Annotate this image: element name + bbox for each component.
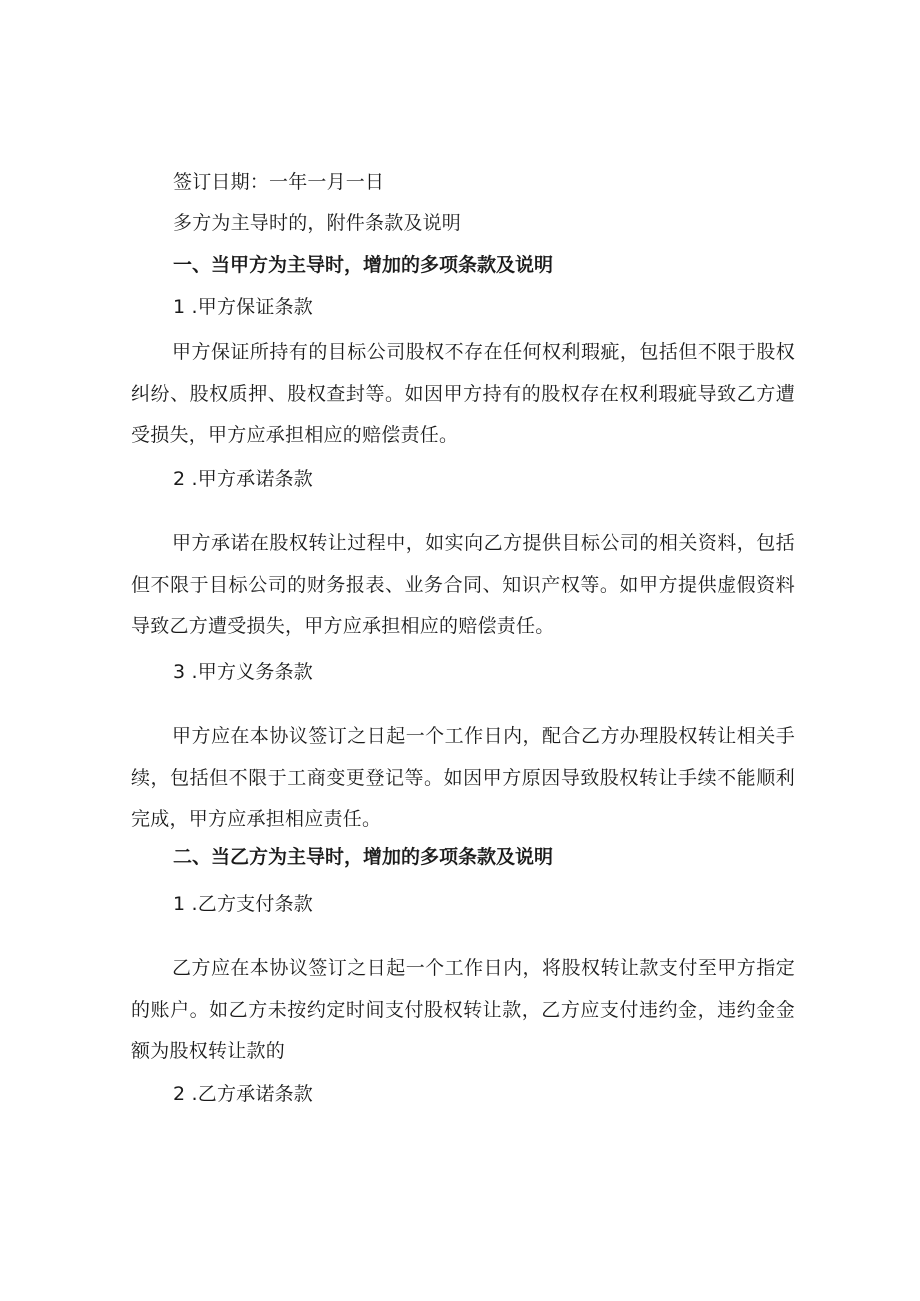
section2-item1-title: 1 .乙方支付条款 <box>173 893 313 915</box>
section2-item1-body: 乙方应在本协议签订之日起一个工作日内，将股权转让款支付至甲方指定的账户。如乙方未按约定时间支付股权转让款，乙方应支付违约金，违约金金额为股权转让款的 <box>131 957 795 1062</box>
section2-item2-title: 2 .乙方承诺条款 <box>173 1083 313 1105</box>
section1-item3-title: 3 .甲方义务条款 <box>173 661 313 683</box>
sign-date: 签订日期：一年一月一日 <box>173 171 385 193</box>
section1-item2-body: 甲方承诺在股权转让过程中，如实向乙方提供目标公司的相关资料，包括但不限于目标公司的财务报表、业务合同、知识产权等。如甲方提供虚假资料导致乙方遭受损失，甲方应承担相应的赔偿责任。 <box>131 532 795 637</box>
section1-heading: 一、当甲方为主导时，增加的多项条款及说明 <box>173 254 554 276</box>
section1-item1-body: 甲方保证所持有的目标公司股权不存在任何权利瑕疵，包括但不限于股权纠纷、股权质押、股权查封等。如因甲方持有的股权存在权利瑕疵导致乙方遭受损失，甲方应承担相应的赔偿责任。 <box>131 341 795 446</box>
section1-item2-title: 2 .甲方承诺条款 <box>173 468 313 490</box>
section2-heading: 二、当乙方为主导时，增加的多项条款及说明 <box>173 846 554 868</box>
section1-item3-body: 甲方应在本协议签订之日起一个工作日内，配合乙方办理股权转让相关手续，包括但不限于工商变更登记等。如因甲方原因导致股权转让手续不能顺利完成，甲方应承担相应责任。 <box>131 725 795 830</box>
section1-item1-title: 1 .甲方保证条款 <box>173 296 313 318</box>
intro-text: 多方为主导时的，附件条款及说明 <box>173 212 462 234</box>
